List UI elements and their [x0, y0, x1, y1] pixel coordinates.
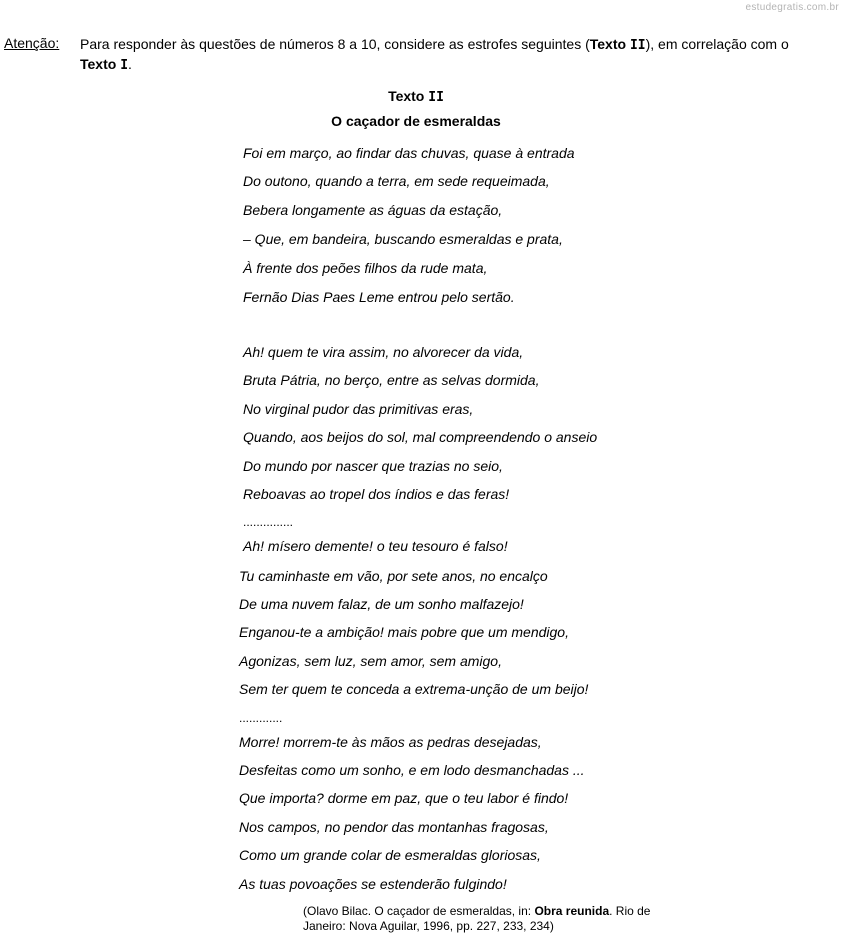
- source-citation: [303, 904, 683, 934]
- stanza4-line-6: As tuas povoações se estenderão fulgindo!: [239, 876, 507, 892]
- instruction-text-end: .: [128, 56, 132, 72]
- stanza2-line-5: Do mundo por nascer que trazias no seio,: [243, 458, 503, 474]
- citation-work-title: Obra reunida: [534, 904, 610, 918]
- text-ref-roman-1: II: [629, 38, 646, 53]
- stanza2-line-4: Quando, aos beijos do sol, mal compreendendo o anseio: [243, 429, 598, 445]
- stanza3-line-1: Ah! mísero demente! o teu tesouro é falso!: [243, 538, 508, 554]
- stanza2-line-6: Reboavas ao tropel dos índios e das feras!: [243, 486, 510, 502]
- instruction-text-before: Para responder às questões de números 8 a 10, considere as estrofes seguintes (: [80, 36, 590, 52]
- citation-before: (Olavo Bilac. O caçador de esmeraldas, in:: [303, 904, 535, 918]
- stanza3-line-5: Agonizas, sem luz, sem amor, sem amigo,: [239, 653, 502, 669]
- stanza4-line-4: Nos campos, no pendor das montanhas fragosas,: [239, 819, 549, 835]
- stanza4-line-3: Que importa? dorme em paz, que o teu labor é findo!: [239, 790, 569, 806]
- watermark: estudegratis.com.br: [745, 2, 839, 13]
- text-title-roman: II: [428, 90, 444, 105]
- text-ref-roman-2: I: [120, 58, 129, 73]
- text-title: [0, 88, 832, 105]
- ellipsis-separator-1: ...............: [243, 515, 294, 529]
- stanza1-line-3: Bebera longamente as águas da estação,: [243, 202, 503, 218]
- stanza3-line-4: Enganou-te a ambição! mais pobre que um mendigo,: [239, 624, 569, 640]
- instruction-text-middle: ), em correlação com o: [645, 36, 789, 52]
- stanza3-line-2: Tu caminhaste em vão, por sete anos, no encalço: [239, 568, 548, 584]
- stanza4-line-1: Morre! morrem-te às mãos as pedras desejadas,: [239, 734, 542, 750]
- stanza2-line-3: No virginal pudor das primitivas eras,: [243, 401, 474, 417]
- text-ref-bold-2: Texto: [80, 56, 121, 72]
- stanza3-line-3: De uma nuvem falaz, de um sonho malfazejo!: [239, 596, 524, 612]
- stanza2-line-2: Bruta Pátria, no berço, entre as selvas dormida,: [243, 372, 540, 388]
- stanza1-line-4: – Que, em bandeira, buscando esmeraldas e prata,: [243, 231, 563, 247]
- stanza1-line-6: Fernão Dias Paes Leme entrou pelo sertão.: [243, 289, 515, 305]
- stanza4-line-2: Desfeitas como um sonho, e em lodo desmanchadas ...: [239, 762, 585, 778]
- attention-label: Atenção:: [4, 35, 60, 51]
- stanza1-line-5: À frente dos peões filhos da rude mata,: [243, 260, 488, 276]
- citation-after: . Rio de Janeiro: Nova Aguilar, 1996, pp. 227, 233, 234): [303, 904, 651, 933]
- stanza3-line-6: Sem ter quem te conceda a extrema-unção de um beijo!: [239, 681, 589, 697]
- poem-title: O caçador de esmeraldas: [331, 113, 501, 129]
- stanza4-line-5: Como um grande colar de esmeraldas gloriosas,: [239, 847, 541, 863]
- stanza2-line-1: Ah! quem te vira assim, no alvorecer da vida,: [243, 344, 524, 360]
- text-title-label: Texto: [388, 88, 429, 104]
- attention-instructions: [80, 35, 828, 75]
- stanza1-line-1: Foi em março, ao findar das chuvas, quase à entrada: [243, 145, 575, 161]
- stanza1-line-2: Do outono, quando a terra, em sede requeimada,: [243, 173, 550, 189]
- ellipsis-separator-2: .............: [239, 711, 283, 725]
- text-ref-bold-1: Texto: [589, 36, 630, 52]
